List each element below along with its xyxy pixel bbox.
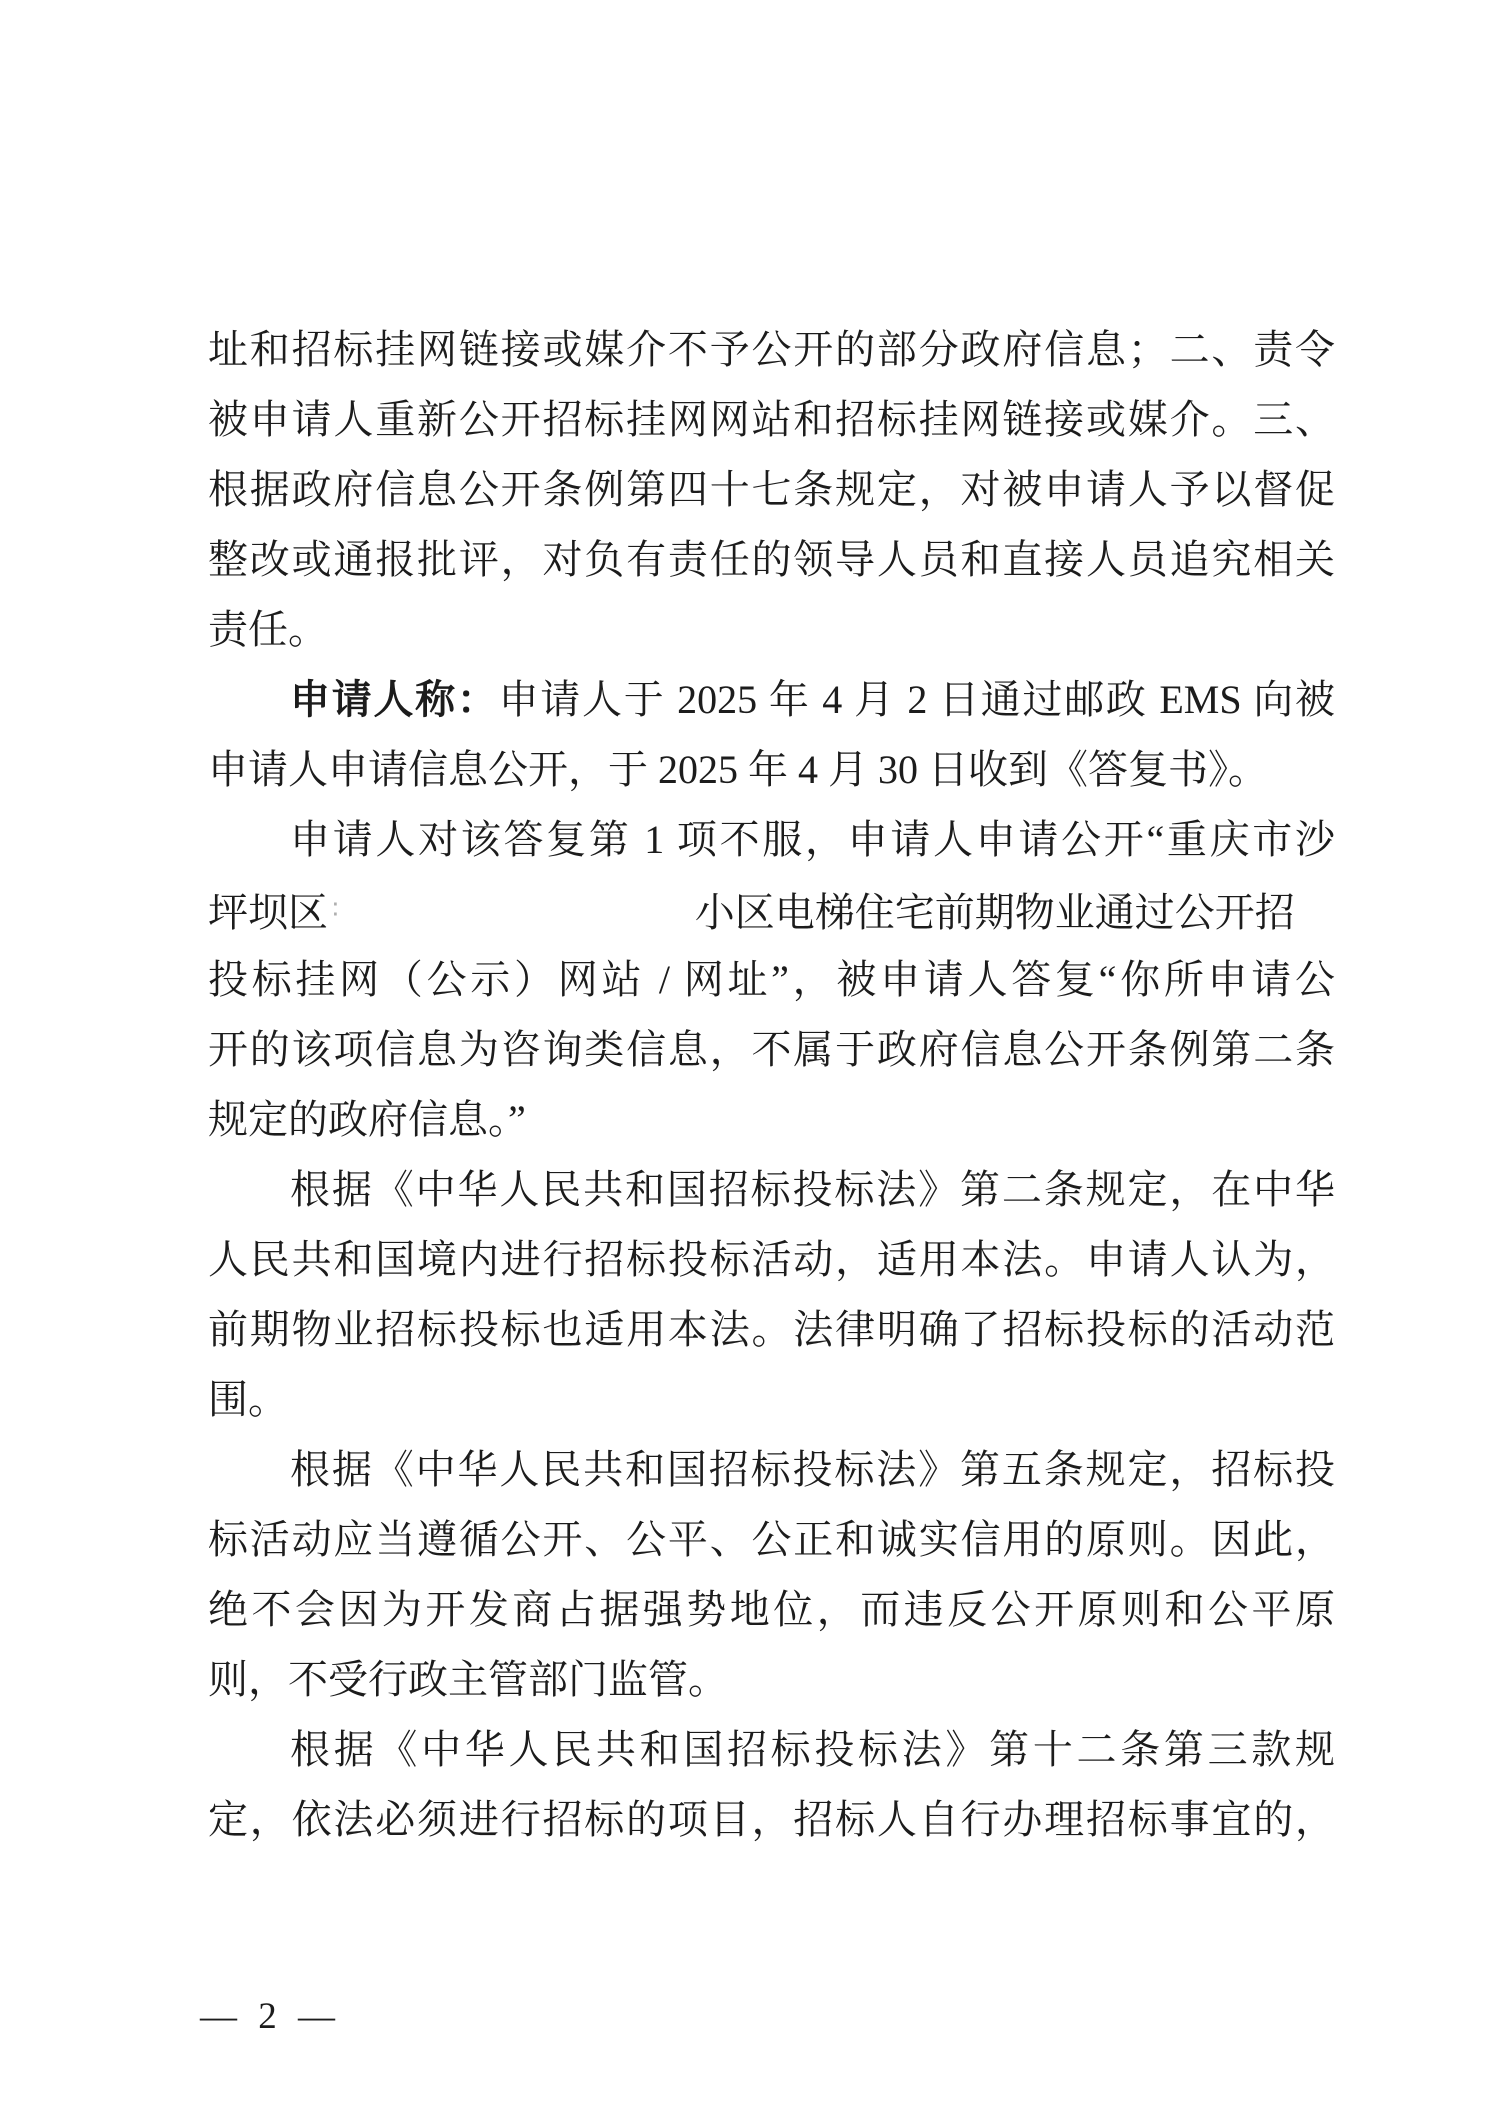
body-line: [208, 805, 1335, 875]
body-line: [208, 1785, 1335, 1855]
body-line: [208, 1015, 1335, 1085]
body-line: [208, 665, 1335, 735]
body-line: [208, 735, 1335, 805]
line-text: 开的该项信息为咨询类信息，不属于政府信息公开条例第二条: [208, 1027, 1335, 1072]
page-number: — 2 —: [200, 1996, 335, 2037]
body-line: [208, 455, 1335, 525]
body-line: [208, 1155, 1335, 1225]
body-line: [208, 1225, 1335, 1295]
line-text: 则，不受行政主管部门监管。: [208, 1657, 728, 1702]
redaction-artifact: ∶: [332, 895, 339, 924]
line-text: 标活动应当遵循公开、公平、公正和诚实信用的原则。因此，: [208, 1517, 1335, 1562]
body-line: [208, 315, 1335, 385]
line-text: 被申请人重新公开招标挂网网站和招标挂网链接或媒介。三、: [208, 397, 1335, 442]
body-line: [208, 1505, 1335, 1575]
line-text: 根据《中华人民共和国招标投标法》第二条规定，在中华: [290, 1167, 1335, 1212]
body-line: [208, 385, 1335, 455]
page-footer: [200, 1992, 335, 2042]
line-text: 申请人对该答复第 1 项不服，申请人申请公开“重庆市沙: [290, 817, 1335, 862]
line-text: 责任。: [208, 607, 328, 652]
body-line: [208, 1575, 1335, 1645]
line-text: 投标挂网（公示）网站 / 网址”，被申请人答复“你所申请公: [208, 957, 1335, 1002]
line-text: 规定的政府信息。”: [208, 1097, 526, 1142]
line-text: 申请人于 2025 年 4 月 2 日通过邮政 EMS 向被: [498, 677, 1335, 722]
line-text: 根据《中华人民共和国招标投标法》第五条规定，招标投: [290, 1447, 1335, 1492]
line-text: 址和招标挂网链接或媒介不予公开的部分政府信息；二、责令: [208, 327, 1335, 372]
line-text: 前期物业招标投标也适用本法。法律明确了招标投标的活动范: [208, 1307, 1335, 1352]
line-text: 根据《中华人民共和国招标投标法》第十二条第三款规: [290, 1727, 1335, 1772]
redaction-gap: [339, 925, 695, 926]
applicant-statement-label: 申请人称：: [290, 678, 499, 722]
line-text: 根据政府信息公开条例第四十七条规定，对被申请人予以督促: [208, 467, 1335, 512]
body-line: [208, 1085, 1335, 1155]
body-line: [208, 1715, 1335, 1785]
body-line: [208, 595, 1335, 665]
body-line: [208, 1295, 1335, 1365]
line-text: 小区电梯住宅前期物业通过公开招: [694, 890, 1295, 935]
line-text: 围。: [208, 1377, 288, 1422]
body-line: [208, 1435, 1335, 1505]
line-text: 坪坝区: [208, 890, 328, 935]
line-text: 定，依法必须进行招标的项目，招标人自行办理招标事宜的，: [208, 1797, 1335, 1842]
line-text: 整改或通报批评，对负有责任的领导人员和直接人员追究相关: [208, 537, 1335, 582]
body-line: [208, 525, 1335, 595]
body-line-redacted: [208, 875, 1335, 945]
body-line: [208, 945, 1335, 1015]
body-line: [208, 1645, 1335, 1715]
line-text: 绝不会因为开发商占据强势地位，而违反公开原则和公平原: [208, 1587, 1335, 1632]
line-text: 申请人申请信息公开，于 2025 年 4 月 30 日收到《答复书》。: [208, 747, 1268, 792]
body-line: [208, 1365, 1335, 1435]
line-text: 人民共和国境内进行招标投标活动，适用本法。申请人认为，: [208, 1237, 1335, 1282]
document-body: [208, 315, 1335, 1855]
